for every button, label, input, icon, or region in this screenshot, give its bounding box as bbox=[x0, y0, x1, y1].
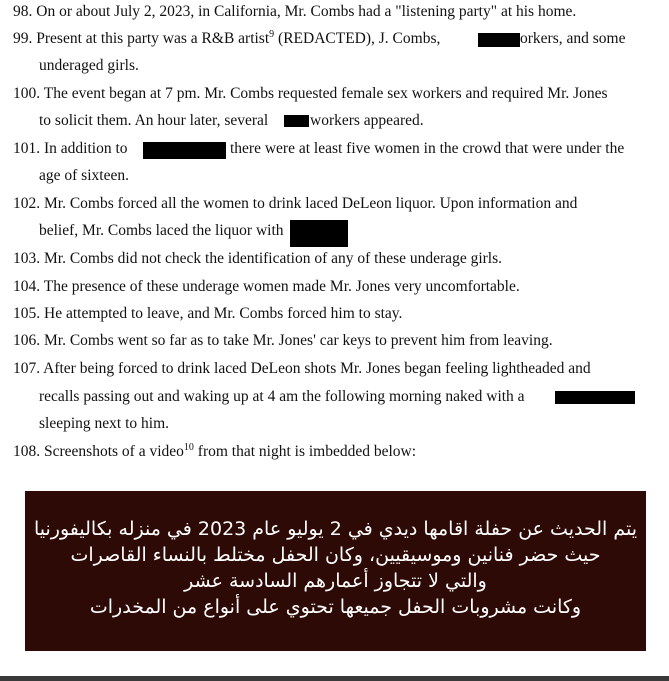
paragraph-106 bbox=[0, 327, 669, 355]
banner-line-3: والتي لا تتجاوز أعمارهم السادسة عشر bbox=[184, 570, 487, 592]
paragraph-103 bbox=[0, 245, 669, 273]
redaction-bar bbox=[555, 391, 635, 404]
paragraph-101 bbox=[0, 135, 669, 163]
paragraph-107-continued bbox=[0, 383, 669, 411]
paragraph-101-continued bbox=[0, 162, 669, 190]
redaction-bar bbox=[290, 220, 348, 247]
paragraph-107 bbox=[0, 355, 669, 383]
banner-line-2: حيث حضر فنانين وموسيقيين، وكان الحفل مختلط بالنساء القاصرات bbox=[70, 544, 601, 566]
redaction-bar bbox=[478, 33, 520, 47]
paragraph-100-line-2b: workers appeared. bbox=[310, 112, 424, 129]
paragraph-98-line-1: 98. On or about July 2, 2023, in California, Mr. Combs had a "listening party" at his home. bbox=[13, 3, 577, 20]
paragraph-99-line-2: underaged girls. bbox=[39, 57, 139, 74]
paragraph-99-text-a: 99. Present at this party was a R&B artist bbox=[13, 30, 270, 47]
paragraph-107-line-3: sleeping next to him. bbox=[39, 415, 170, 432]
paragraph-99 bbox=[0, 25, 669, 53]
redaction-bar bbox=[143, 142, 226, 159]
paragraph-106-line-1: 106. Mr. Combs went so far as to take Mr. Jones' car keys to prevent him from leaving. bbox=[13, 332, 553, 349]
paragraph-105-line-1: 105. He attempted to leave, and Mr. Combs forced him to stay. bbox=[13, 305, 403, 322]
paragraph-108 bbox=[0, 438, 669, 466]
paragraph-102-line-2: belief, Mr. Combs laced the liquor with bbox=[39, 222, 284, 239]
paragraph-99-line-1 bbox=[13, 25, 440, 53]
paragraph-104-line-1: 104. The presence of these underage women made Mr. Jones very uncomfortable. bbox=[13, 278, 520, 295]
footnote-ref-9: 9 bbox=[269, 28, 275, 40]
paragraph-100 bbox=[0, 80, 669, 108]
paragraph-102-continued bbox=[0, 217, 669, 245]
paragraph-99-continued bbox=[0, 52, 669, 80]
paragraph-99-text-b: (REDACTED), J. Combs, bbox=[274, 30, 441, 47]
paragraph-107-line-1: 107. After being forced to drink laced DeLeon shots Mr. Jones began feeling lightheaded and bbox=[13, 360, 591, 377]
paragraph-101-line-1b: there were at least five women in the crowd that were under the bbox=[230, 140, 625, 157]
paragraph-100-line-2a: to solicit them. An hour later, several bbox=[39, 112, 269, 129]
paragraph-108-text-b: from that night is imbedded below: bbox=[193, 443, 417, 460]
paragraph-108-text-a: 108. Screenshots of a video bbox=[13, 443, 184, 460]
bottom-divider bbox=[0, 676, 669, 681]
paragraph-102-line-1: 102. Mr. Combs forced all the women to drink laced DeLeon liquor. Upon information and bbox=[13, 195, 578, 212]
paragraph-104 bbox=[0, 273, 669, 301]
paragraph-108-line-1 bbox=[13, 438, 416, 466]
banner-line-1: يتم الحديث عن حفلة اقامها ديدي في 2 يوليو عام 2023 في منزله بكاليفورنيا bbox=[33, 518, 638, 540]
arabic-caption-banner bbox=[25, 491, 646, 651]
paragraph-102 bbox=[0, 190, 669, 218]
paragraph-107-line-2: recalls passing out and waking up at 4 am the following morning naked with a bbox=[39, 388, 525, 405]
paragraph-100-line-1: 100. The event began at 7 pm. Mr. Combs requested female sex workers and required Mr. Jones bbox=[13, 85, 608, 102]
paragraph-101-line-2: age of sixteen. bbox=[39, 167, 129, 184]
banner-line-4: وكانت مشروبات الحفل جميعها تحتوي على أنواع من المخدرات bbox=[89, 596, 582, 618]
paragraph-99-text-c: orkers, and some bbox=[520, 30, 626, 47]
paragraph-103-line-1: 103. Mr. Combs did not check the identification of any of these underage girls. bbox=[13, 250, 502, 267]
paragraph-105 bbox=[0, 300, 669, 328]
footnote-ref-10: 10 bbox=[183, 441, 194, 453]
paragraph-107-continued-2 bbox=[0, 410, 669, 438]
redaction-bar bbox=[284, 115, 309, 127]
paragraph-101-line-1a: 101. In addition to bbox=[13, 140, 128, 157]
paragraph-98 bbox=[0, 0, 669, 26]
paragraph-100-continued bbox=[0, 107, 669, 135]
